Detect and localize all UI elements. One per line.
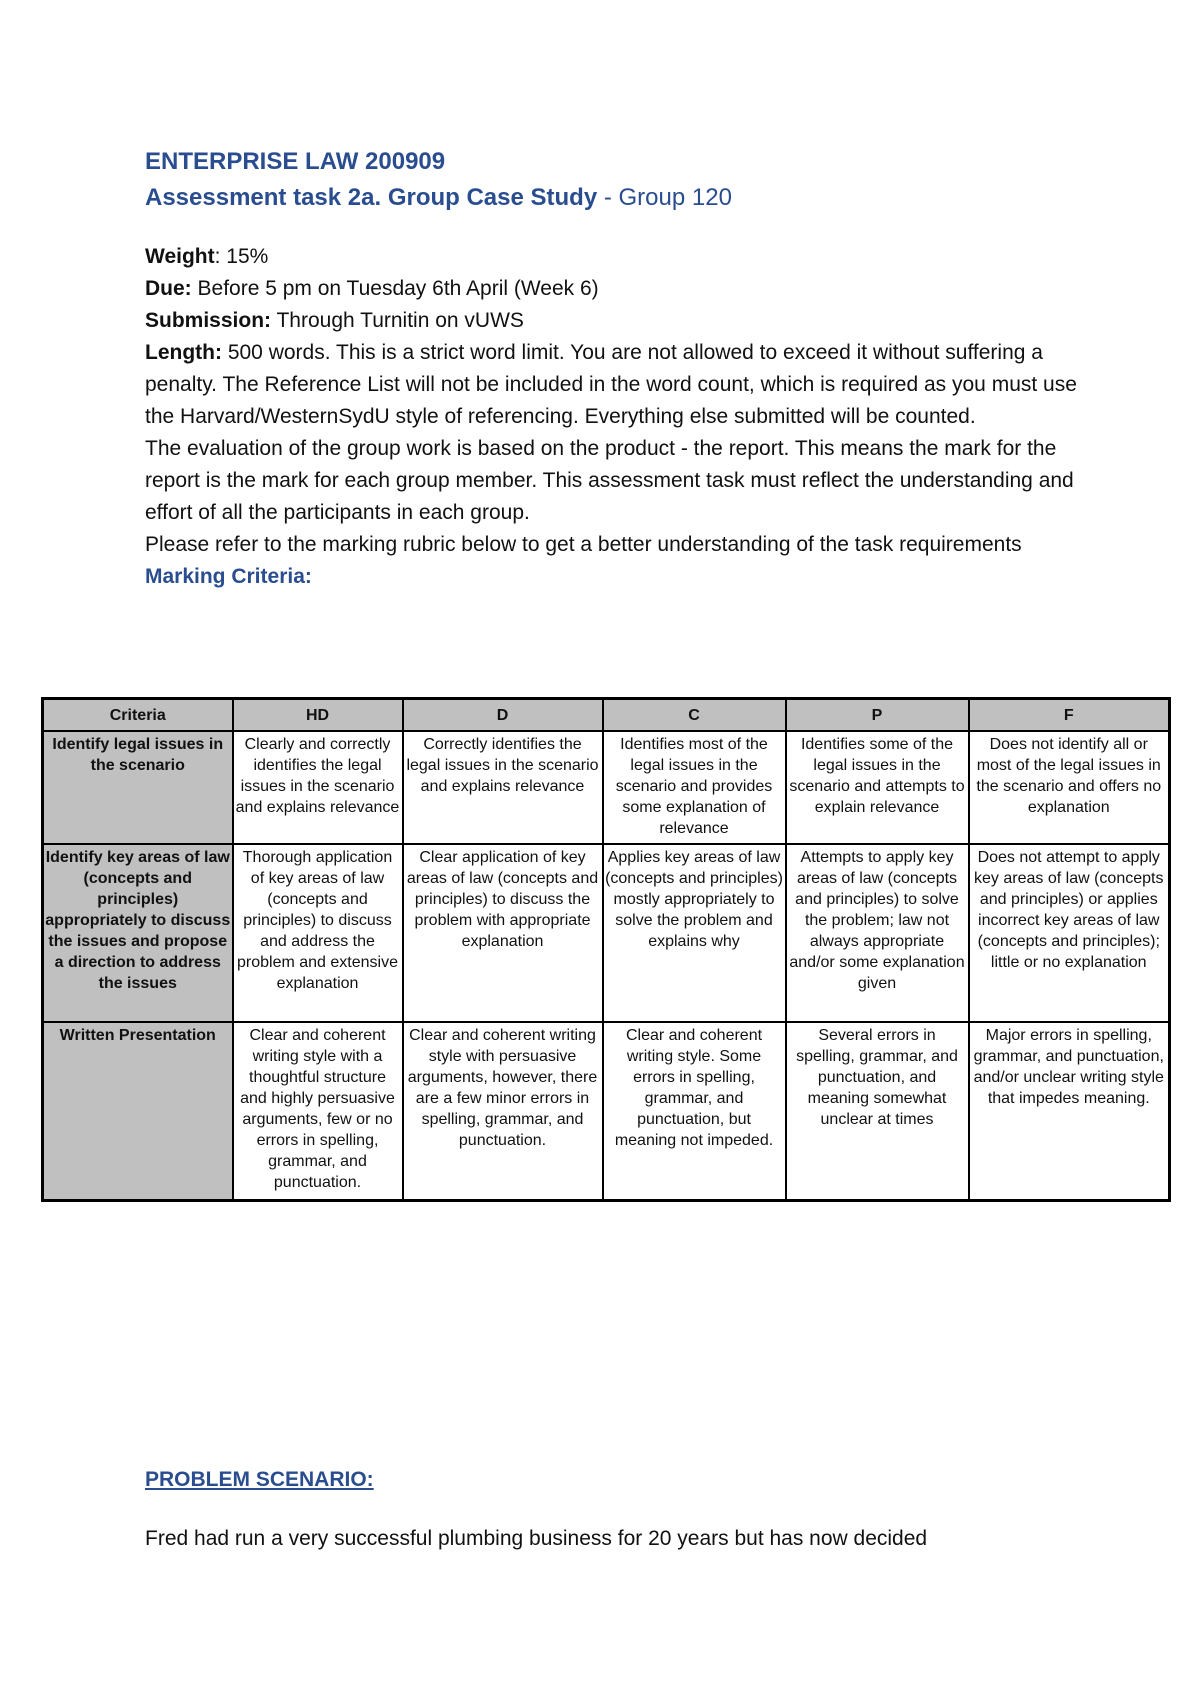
rubric-cell-hd: Clear and coherent writing style with a thoughtful structure and highly persuasive arguments, few or no errors in spelling, grammar, and punctuation. — [233, 1022, 403, 1201]
table-row — [43, 844, 1170, 1022]
marking-rubric-table — [41, 697, 1171, 1202]
problem-scenario-heading: PROBLEM SCENARIO: — [145, 1468, 374, 1491]
rubric-cell-f: Major errors in spelling, grammar, and punctuation, and/or unclear writing style that impedes meaning. — [969, 1022, 1170, 1201]
rubric-header-c: C — [603, 699, 786, 732]
table-row — [43, 1022, 1170, 1201]
rubric-cell-c: Clear and coherent writing style. Some errors in spelling, grammar, and punctuation, but meaning not impeded. — [603, 1022, 786, 1201]
rubric-header-f: F — [969, 699, 1170, 732]
rubric-criteria-cell: Identify legal issues in the scenario — [43, 731, 233, 844]
rubric-cell-p: Attempts to apply key areas of law (concepts and principles) to solve the problem; law not always appropriate and/or some explanation given — [786, 844, 969, 1022]
marking-criteria-heading: Marking Criteria: — [145, 565, 312, 588]
rubric-cell-p: Identifies some of the legal issues in the scenario and attempts to explain relevance — [786, 731, 969, 844]
rubric-cell-d: Correctly identifies the legal issues in the scenario and explains relevance — [403, 731, 603, 844]
rubric-cell-d: Clear application of key areas of law (concepts and principles) to discuss the problem with appropriate explanation — [403, 844, 603, 1022]
rubric-cell-p: Several errors in spelling, grammar, and punctuation, and meaning somewhat unclear at times — [786, 1022, 969, 1201]
rubric-cell-c: Identifies most of the legal issues in the scenario and provides some explanation of relevance — [603, 731, 786, 844]
subtitle-group: - Group 120 — [597, 184, 732, 211]
rubric-header-d: D — [403, 699, 603, 732]
table-row — [43, 731, 1170, 844]
rubric-header-hd: HD — [233, 699, 403, 732]
rubric-cell-f: Does not attempt to apply key areas of law (concepts and principles) or applies incorrect key areas of law (concepts and principles); little or no explanation — [969, 844, 1170, 1022]
submission-line — [145, 305, 1085, 337]
weight-value: : 15% — [214, 245, 269, 268]
rubric-cell-c: Applies key areas of law (concepts and principles) mostly appropriately to solve the problem and explains why — [603, 844, 786, 1022]
length-value: 500 words. This is a strict word limit. You are not allowed to exceed it without suffering a penalty. The Reference List will not be included in the word count, which is required as you must use the Harvard/WesternSydU style of referencing. Everything else submitted will be counted. — [145, 341, 1077, 428]
rubric-header-criteria: Criteria — [43, 699, 233, 732]
subtitle-task: Assessment task 2a. Group Case Study — [145, 184, 598, 211]
rubric-header-p: P — [786, 699, 969, 732]
weight-label: Weight — [145, 245, 215, 268]
rubric-cell-d: Clear and coherent writing style with persuasive arguments, however, there are a few minor errors in spelling, grammar, and punctuation. — [403, 1022, 603, 1201]
length-label: Length: — [145, 341, 222, 364]
assessment-header — [145, 145, 1085, 593]
submission-value: Through Turnitin on vUWS — [271, 309, 524, 332]
submission-label: Submission: — [145, 309, 272, 332]
rubric-criteria-cell: Written Presentation — [43, 1022, 233, 1201]
length-line — [145, 337, 1085, 433]
problem-scenario-section — [145, 1466, 1085, 1554]
due-value: Before 5 pm on Tuesday 6th April (Week 6) — [191, 277, 599, 300]
page-subtitle — [145, 179, 1085, 217]
due-label: Due: — [145, 277, 192, 300]
rubric-criteria-cell: Identify key areas of law (concepts and principles) appropriately to discuss the issues and propose a direction to address the issues — [43, 844, 233, 1022]
rubric-header-row — [43, 699, 1170, 732]
rubric-cell-hd: Clearly and correctly identifies the legal issues in the scenario and explains relevance — [233, 731, 403, 844]
problem-scenario-text: Fred had run a very successful plumbing business for 20 years but has now decided — [145, 1527, 928, 1550]
evaluation-paragraph: The evaluation of the group work is based on the product - the report. This means the mark for the report is the mark for each group member. This assessment task must reflect the understanding and effort of all the participants in each group. — [145, 437, 1074, 524]
due-line — [145, 273, 1085, 305]
rubric-note-paragraph: Please refer to the marking rubric below to get a better understanding of the task requirements — [145, 533, 1022, 556]
rubric-cell-f: Does not identify all or most of the legal issues in the scenario and offers no explanation — [969, 731, 1170, 844]
rubric-cell-hd: Thorough application of key areas of law (concepts and principles) to discuss and address the problem and extensive explanation — [233, 844, 403, 1022]
weight-line — [145, 241, 1085, 273]
page-title: ENTERPRISE LAW 200909 — [145, 148, 446, 175]
